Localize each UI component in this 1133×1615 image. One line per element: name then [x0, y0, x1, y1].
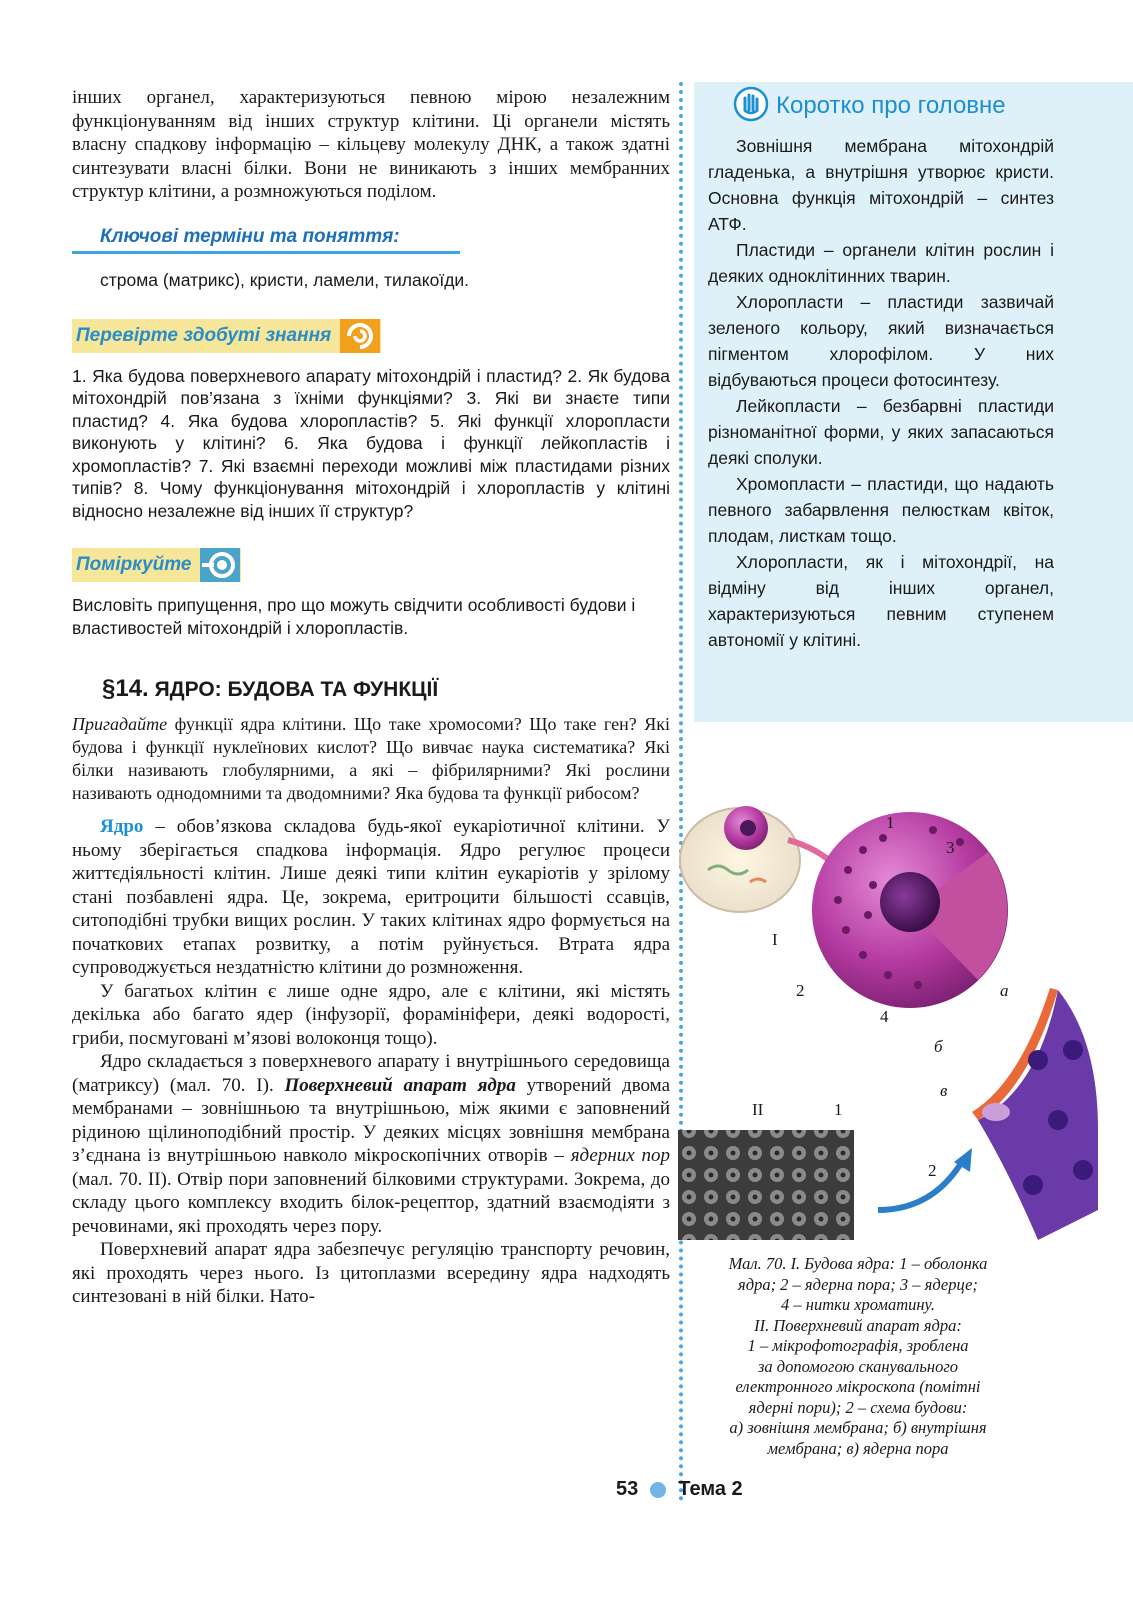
cell-illustration: [680, 806, 800, 912]
caption-line: Мал. 70. І. Будова ядра: 1 – оболонка: [728, 1254, 988, 1273]
page-footer: [616, 1478, 743, 1501]
topic-label: Тема 2: [678, 1478, 743, 1500]
micrograph: [678, 1130, 854, 1240]
label-2: 2: [796, 981, 805, 1000]
intro-paragraph: інших органел, характеризуються певною мірою незалежним функціонуванням від інших структур клітини. Ці органели містять власну спадкову інформацію – кільцеву молекулу ДНК, а також здатні синтезувати власні білки. Вони не виникають з інших мембранних структур клітини, а розмножуються поділом.: [72, 87, 670, 202]
footer-dot: [650, 1482, 666, 1498]
caption-line: ядерні пори); 2 – схема будови:: [748, 1397, 968, 1417]
term-nucleus: Ядро: [100, 816, 144, 837]
summary-paragraph: Лейкопласти – безбарвні пластиди різноманітної форми, у яких запасаються деякі сполуки.: [708, 396, 1054, 468]
check-knowledge-banner: [72, 319, 381, 353]
think-heading: Поміркуйте: [76, 554, 192, 575]
figure-caption: [678, 1254, 1038, 1459]
label-scheme-2: 2: [928, 1161, 937, 1180]
caption-line: 1 – мікрофотографія, зроблена: [747, 1336, 969, 1355]
hand-icon: [733, 86, 769, 122]
label-I: І: [772, 930, 778, 949]
caption-line: ІІ. Поверхневий апарат ядра:: [754, 1315, 962, 1335]
page-number: 53: [616, 1478, 639, 1500]
key-terms-heading: Ключові терміни та поняття:: [72, 226, 460, 254]
recall-text: функції ядра клітини. Що таке хромосоми? Що таке ген? Які будова і функції нуклеїнових кислот? Що вивчає наука систематика? Які білки називають глобулярними, а які – фібрилярними? Які рослини називають однодомними та дводомними? Яка будова та функції рибосом?: [72, 714, 670, 803]
eye-icon: [199, 548, 241, 582]
nucleus-figure: [678, 790, 1118, 1250]
summary-body: [708, 133, 1054, 653]
main-text: [72, 815, 670, 1309]
section-title: [72, 675, 670, 703]
paragraph-transport: Поверхневий апарат ядра забезпечує регуляцію транспорту речовин, які проходять через нього. Із цитоплазми всередину ядра надходять синтезовані в ній білки. Нато-: [72, 1239, 670, 1307]
paragraph-multinuclear: У багатьох клітин є лише одне ядро, але є клітини, які містять декілька або багато ядер (інфузорії, форамініфери, деякі водорості, гриби, посмуговані м’язові волоконця тощо).: [72, 980, 670, 1049]
paragraph-structure: Ядро складається з поверхневого апарату і внутрішнього середовища (матриксу) (мал. 70. І). Поверхневий апарат ядра утворений двома мембранами – зовнішньою та внутрішньою, між якими є заповнений рідиною щілиноподібний простір. У деяких місцях зовнішня мембрана з’єднана із внутрішньою навколо мікроскопічних отворів – ядерних пор (мал. 70. ІІ). Отвір пори заповнений білковими структурами. Зокрема, до складу цього комплексу входить білок-рецептор, здатний взаємодіяти з речовинами, які проходять через пору.: [72, 1051, 671, 1237]
label-II: ІІ: [752, 1100, 764, 1119]
caption-line: ядра; 2 – ядерна пора; 3 – ядерце;: [738, 1274, 978, 1294]
label-3: 3: [946, 838, 955, 857]
summary-paragraph: Пластиди – органели клітин рослин і деяких одноклітинних тварин.: [708, 240, 1054, 286]
think-banner: [72, 548, 241, 582]
term-surface-apparatus: Поверхневий апарат ядра: [284, 1074, 516, 1096]
key-terms-text: строма (матрикс), кристи, ламели, тилакоїди.: [100, 269, 470, 290]
think-text: Висловіть припущення, про що можуть свідчити особливості будови і властивостей мітохондрій і хлоропластів.: [72, 595, 636, 638]
label-v: в: [940, 1081, 948, 1100]
label-b: б: [934, 1037, 943, 1056]
summary-paragraph: Хлоропласти – пластиди зазвичай зеленого кольору, який визначається пігментом хлорофілом. У них відбуваються процеси фотосинтезу.: [708, 292, 1054, 390]
caption-line: мембрана; в) ядерна пора: [767, 1438, 949, 1458]
check-knowledge-heading: Перевірте здобуті знання: [76, 324, 332, 346]
recall-lead: Пригадайте: [72, 714, 168, 734]
micrograph-arrow: [878, 1160, 963, 1210]
label-a: а: [1000, 981, 1009, 1000]
caption-line: за допомогою сканувального: [757, 1356, 959, 1376]
spiral-icon: [339, 319, 381, 353]
section-number: §14.: [102, 675, 149, 702]
paragraph-nucleus-definition: Ядро – обов’язкова складова будь-якої еукаріотичної клітини. У ньому зберігається спадкова інформація. Ядро регулює процеси життєдіяльності клітин. Лише деякі типи клітин еукаріотів у зрілому стані позбавлені ядра. Це, зокрема, еритроцити більшості ссавців, ситоподібні трубки вищих рослин. У таких клітинах ядро формується на початкових етапах розвитку, а потім руйнується. Втрата ядра супроводжується нездатністю клітини до розмноження.: [72, 816, 670, 978]
summary-paragraph: Хлоропласти, як і мітохондрії, на відміну від інших органел, характеризуються певним ступенем автономії у клітині.: [708, 552, 1054, 650]
section-name: ЯДРО: БУДОВА ТА ФУНКЦІЇ: [154, 678, 439, 701]
surface-apparatus-scheme: [972, 988, 1098, 1240]
label-micrograph-1: 1: [834, 1100, 843, 1119]
summary-title: Коротко про головне: [776, 92, 1006, 119]
nucleus-sphere: [812, 812, 1008, 1008]
caption-line: а) зовнішня мембрана; б) внутрішня: [729, 1418, 987, 1437]
label-4: 4: [880, 1007, 889, 1026]
check-knowledge-questions: 1. Яка будова поверхневого апарату мітохондрій і пластид? 2. Як будова мітохондрій пов’язана з їхніми функціями? 3. Які ви знаєте типи пластид? 4. Яка будова хлоропластів? 5. Які функції хлоропласти виконують у клітині? 6. Яка будова і функції лейкопластів і хромопластів? 7. Які взаємні переходи можливі між пластидами різних типів? 8. Чому функціонування мітохондрій і хлоропластів у клітині відносно незалежне від інших її структур?: [72, 365, 670, 521]
term-nuclear-pores: ядерних пор: [570, 1145, 671, 1166]
summary-paragraph: Хромопласти – пластиди, що надають певного забарвлення пелюсткам квіток, плодам, листкам тощо.: [708, 474, 1054, 546]
caption-line: електронного мікроскопа (помітні: [735, 1377, 981, 1396]
recall-paragraph: [72, 713, 670, 805]
main-column: [72, 86, 670, 1309]
caption-line: 4 – нитки хроматину.: [781, 1295, 935, 1314]
summary-paragraph: Зовнішня мембрана мітохондрій гладенька, а внутрішня утворює кристи. Основна функція мітохондрій – синтез АТФ.: [708, 136, 1054, 234]
label-1: 1: [886, 813, 895, 832]
